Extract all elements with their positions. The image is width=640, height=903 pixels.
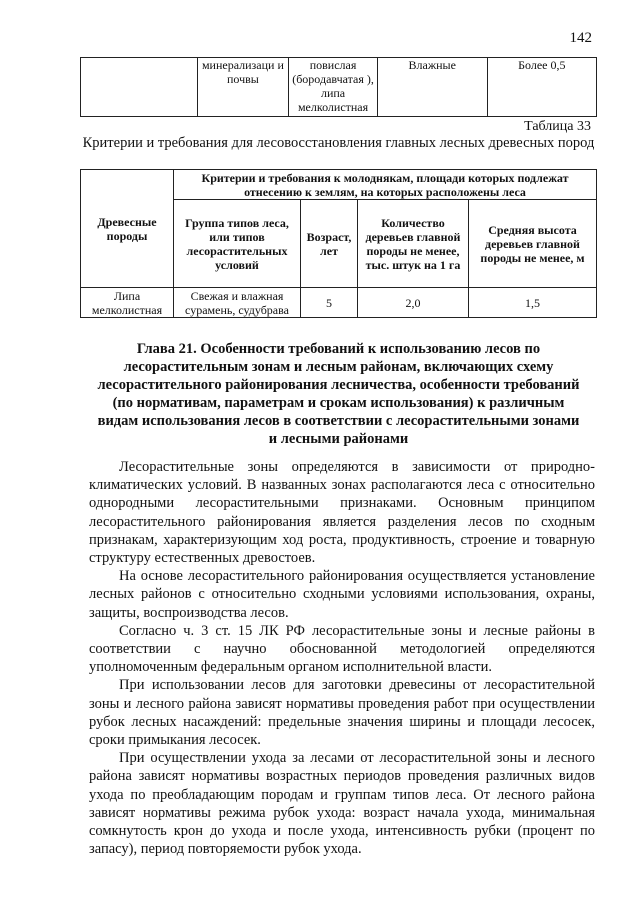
- header-age: Возраст, лет: [301, 200, 358, 288]
- table-row: [81, 58, 597, 117]
- paragraph: Согласно ч. 3 ст. 15 ЛК РФ лесорастительные зоны и лесные районы в соответствии с научно обоснованной методологией определяются уполномоченным федеральным органом исполнительной власти.: [89, 622, 595, 676]
- table-cell: Влажные: [377, 58, 487, 117]
- continued-table: [80, 57, 597, 117]
- header-forest-type: Группа типов леса, или типов лесорастительных условий: [174, 200, 301, 288]
- table-cell: повислая (бородавчатая ), липа мелколистная: [289, 58, 378, 117]
- table-cell: [81, 58, 198, 117]
- cell-forest-type: Свежая и влажная сурамень, судубрава: [174, 288, 301, 318]
- chapter-title: Глава 21. Особенности требований к использованию лесов по лесорастительным зонам и лесным районам, включающих схему лесорастительного районирования лесничества, особенности требований (по нормативам, параметрам и срокам использования) к различным видам использования лесов в соответствии с лесорастительными зонами и лесными районами: [97, 341, 580, 447]
- paragraph: При осуществлении ухода за лесами от лесорастительной зоны и лесного района зависят нормативы возрастных периодов проведения различных видов ухода по преобладающим породам и группам типов леса. От лесного района зависят нормативы режима рубок ухода: возраст начала ухода, минимальная сомкнутость крон до ухода и после ухода, интенсивность рубки (процент по запасу), период повторяемости рубок ухода.: [89, 750, 595, 858]
- paragraph: При использовании лесов для заготовки древесины от лесорастительной зоны и лесного района зависят нормативы проведения работ при осуществлении рубок лесных насаждений: предельные значения ширины и площади лесосек, сроки примыкания лесосек.: [89, 677, 595, 749]
- cell-species: Липа мелколистная: [81, 288, 174, 318]
- header-count: Количество деревьев главной породы не менее, тыс. штук на 1 га: [358, 200, 469, 288]
- header-height: Средняя высота деревьев главной породы не менее, м: [469, 200, 597, 288]
- table-row: [81, 288, 597, 318]
- cell-height: 1,5: [469, 288, 597, 318]
- header-species: Древесные породы: [81, 170, 174, 288]
- page-number: 142: [569, 30, 592, 46]
- body-text: [89, 458, 595, 858]
- paragraph: Лесорастительные зоны определяются в зависимости от природно-климатических условий. В названных зонах располагаются леса с относительно однородными лесорастительными признаками. Основным принципом лесорастительного районирования является разделения лесов по сходным признакам, характеризующим ход роста, продуктивность, строение и товарную структуру естественных древостоев.: [89, 459, 595, 567]
- table-caption: Критерии и требования для лесовосстановления главных лесных древесных пород: [82, 135, 595, 151]
- table-number: Таблица 33: [524, 119, 591, 134]
- header-criteria: Критерии и требования к молоднякам, площади которых подлежат отнесению к землям, на которых расположены леса: [174, 170, 597, 200]
- table-header-row: [81, 170, 597, 200]
- table-cell: Более 0,5: [487, 58, 596, 117]
- cell-count: 2,0: [358, 288, 469, 318]
- cell-age: 5: [301, 288, 358, 318]
- table-cell: минерализаци и почвы: [197, 58, 289, 117]
- criteria-table: [80, 169, 597, 318]
- paragraph: На основе лесорастительного районирования осуществляется установление лесных районов с относительно сходными условиями использования, охраны, защиты, воспроизводства лесов.: [89, 568, 595, 621]
